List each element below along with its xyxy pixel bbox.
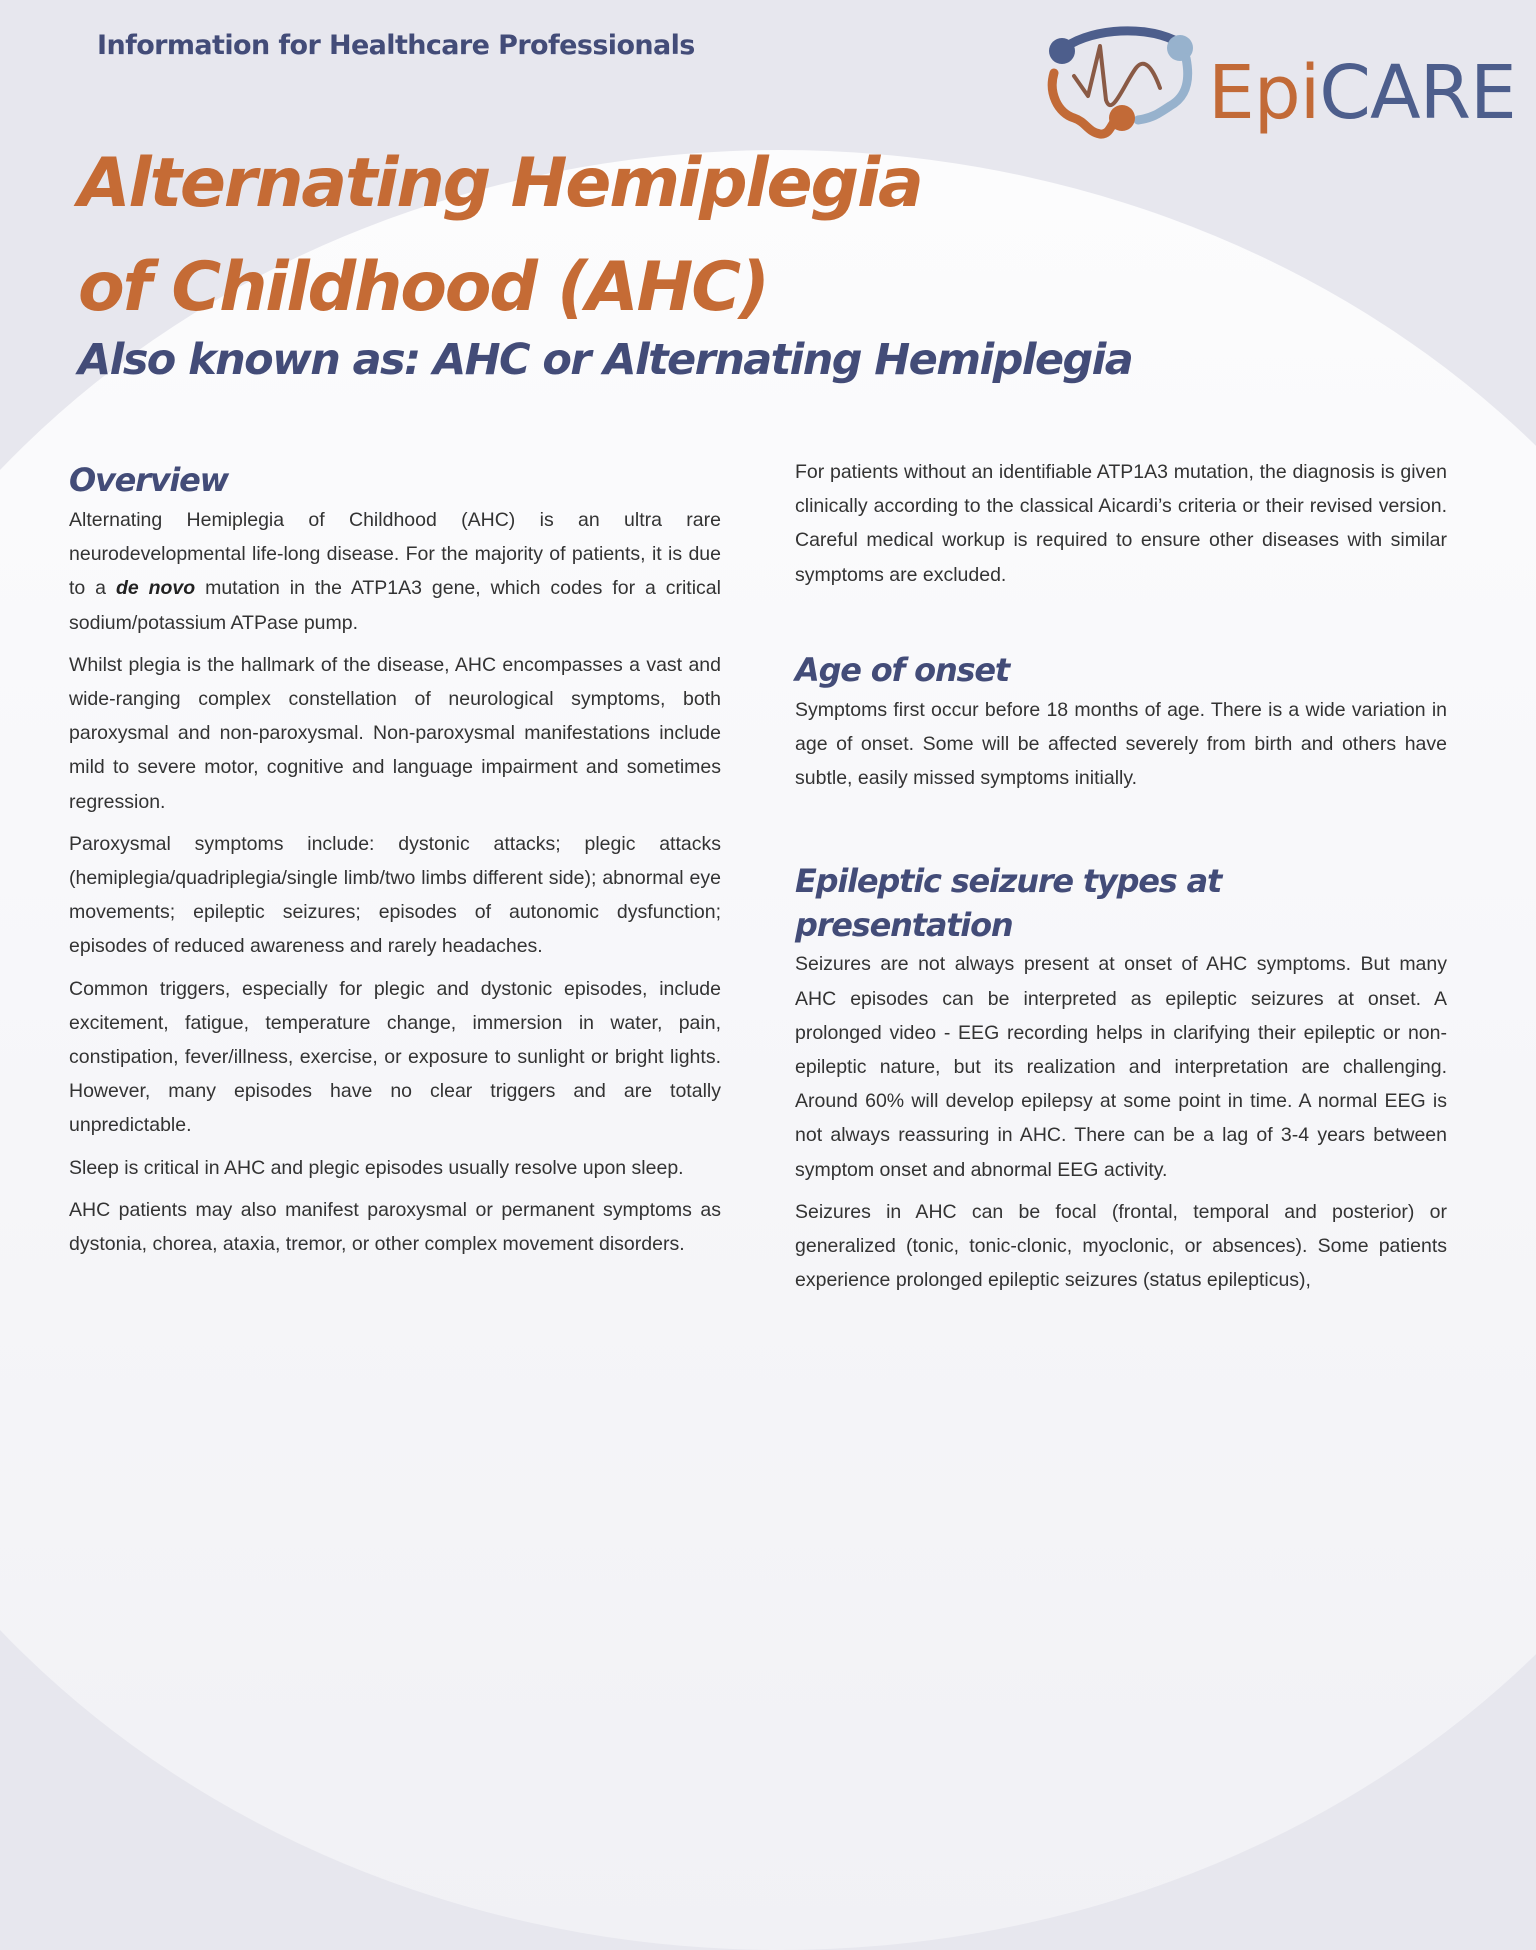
logo-wordmark-care: CARE	[1319, 50, 1516, 136]
right-column	[795, 455, 1447, 1305]
overview-p1-text-after: mutation in the ATP1A3 gene, which codes for a critical sodium/potassium ATPase pump.	[69, 577, 721, 634]
overview-p1-emphasis: de novo	[115, 577, 196, 600]
overview-paragraph-7: For patients without an identifiable ATP1A3 mutation, the diagnosis is given clinically according to the classical Aicardi’s criteria or their revised version. Careful medical workup is required to ensure other diseases with similar symptoms are excluded.	[795, 461, 1447, 586]
overview-p1-text-before: Alternating Hemiplegia of Childhood (AHC) is an ultra rare neurodevelopmental life-long disease. For the majority of patients, it is due to a	[69, 509, 721, 600]
overview-paragraph-2: Whilst plegia is the hallmark of the disease, AHC encompasses a vast and wide-ranging complex constellation of neurological symptoms, both paroxysmal and non-paroxysmal. Non-paroxysmal manifestations include mild to severe motor, cognitive and language impairment and sometimes regression.	[69, 653, 721, 813]
overview-paragraph-3: Paroxysmal symptoms include: dystonic attacks; plegic attacks (hemiplegia/quadriplegia/single limb/two limbs different side); abnormal eye movements; epileptic seizures; episodes of autonomic dysfunction; episodes of reduced awareness and rarely headaches.	[69, 832, 721, 958]
overview-heading: Overview	[69, 461, 229, 499]
overview-paragraph-6: AHC patients may also manifest paroxysmal or permanent symptoms as dystonia, chorea, ataxia, tremor, or other complex movement disorders.	[69, 1198, 721, 1256]
age-of-onset-paragraph: Symptoms first occur before 18 months of age. There is a wide variation in age of onset. Some will be affected severely from birth and others have subtle, easily missed symptoms initially.	[795, 698, 1447, 790]
epicare-logo[interactable]	[1040, 18, 1520, 148]
title-line-2: of Childhood (AHC)	[78, 248, 768, 327]
logo-wordmark-epi: Epi	[1208, 50, 1320, 136]
seizure-types-paragraph-2: Seizures in AHC can be focal (frontal, temporal and posterior) or generalized (tonic, tonic-clonic, myoclonic, or absences). Some patients experience prolonged epileptic seizures (status epilepticus),	[795, 1200, 1447, 1292]
title-line-1: Alternating Hemiplegia	[78, 144, 922, 223]
seizure-types-heading	[795, 859, 1447, 947]
document-subtitle: Also known as: AHC or Alternating Hemiplegia	[78, 335, 1133, 385]
age-of-onset-heading: Age of onset	[795, 650, 1009, 689]
overview-paragraph-1	[69, 503, 721, 640]
overview-paragraph-5: Sleep is critical in AHC and plegic episodes usually resolve upon sleep.	[69, 1156, 684, 1179]
audience-label: Information for Healthcare Professionals	[97, 30, 695, 61]
left-column	[69, 455, 721, 1269]
seizure-types-paragraph-1: Seizures are not always present at onset of AHC symptoms. But many AHC episodes can be interpreted as epileptic seizures at onset. A prolonged video - EEG recording helps in clarifying their epileptic or non-epileptic nature, but its realization and interpretation are challenging. Around 60% will develop epilepsy at some point in time. A normal EEG is not always reassuring in AHC. There can be a lag of 3-4 years between symptom onset and abnormal EEG activity.	[795, 953, 1447, 1181]
overview-paragraph-4: Common triggers, especially for plegic and dystonic episodes, include excitement, fatigue, temperature change, immersion in water, pain, constipation, fever/illness, exercise, or exposure to sunlight or bright lights. However, many episodes have no clear triggers and are totally unpredictable.	[69, 977, 721, 1137]
epicare-brain-eeg-logo-icon	[1040, 18, 1200, 143]
seizure-heading-line-2: presentation	[795, 906, 1013, 945]
logo-wordmark	[1208, 48, 1516, 138]
document-title	[78, 132, 922, 340]
seizure-heading-line-1: Epileptic seizure types at	[795, 862, 1222, 901]
